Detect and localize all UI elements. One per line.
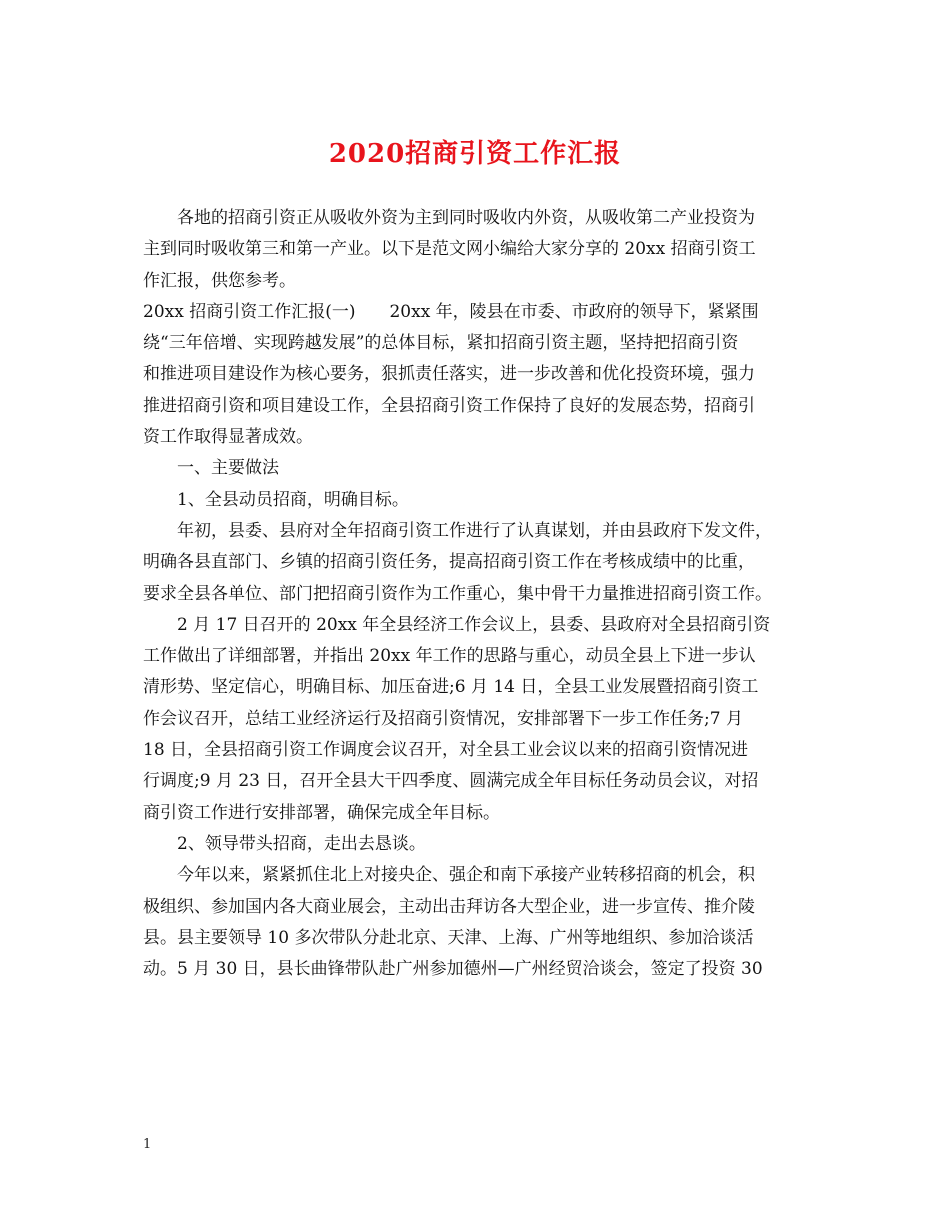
paragraph-line: 推进招商引资和项目建设工作，全县招商引资工作保持了良好的发展态势，招商引 [143,395,755,416]
paragraph-line: 绕“三年倍增、实现跨越发展”的总体目标，紧扣招商引资主题，坚持把招商引资 [143,333,739,354]
paragraph-line: 工作做出了详细部署，并指出 20xx 年工作的思路与重心，动员全县上下进一步认 [143,646,756,667]
paragraph-line: 动。5 月 30 日，县长曲锋带队赴广州参加德州—广州经贸洽谈会，签定了投资 30 [143,959,763,980]
subsection-heading: 2、领导带头招商，走出去恳谈。 [177,833,426,854]
paragraph-line: 年初，县委、县府对全年招商引资工作进行了认真谋划，并由县政府下发文件， [177,520,772,541]
document-title: 2020招商引资工作汇报 [328,139,622,169]
paragraph-line: 20xx 招商引资工作汇报(一) 20xx 年，陵县在市委、市政府的领导下，紧紧围 [143,301,759,322]
subsection-heading: 1、全县动员招商，明确目标。 [177,489,409,510]
paragraph-line: 县。县主要领导 10 多次带队分赴北京、天津、上海、广州等地组织、参加洽谈活 [143,927,754,948]
paragraph-line: 和推进项目建设作为核心要务，狠抓责任落实，进一步改善和优化投资环境，强力 [143,364,755,385]
paragraph-line: 要求全县各单位、部门把招商引资作为工作重心，集中骨干力量推进招商引资工作。 [143,583,772,604]
section-heading: 一、主要做法 [177,458,279,479]
paragraph-line: 资工作取得显著成效。 [143,427,313,448]
paragraph-line: 极组织、参加国内各大商业展会，主动出击拜访各大型企业，进一步宣传、推介陵 [143,896,755,917]
paragraph-line: 今年以来，紧紧抓住北上对接央企、强企和南下承接产业转移招商的机会，积 [177,865,755,886]
paragraph-line: 作会议召开，总结工业经济运行及招商引资情况，安排部署下一步工作任务;7 月 [143,708,743,729]
document-body [143,203,813,985]
paragraph-line: 明确各县直部门、乡镇的招商引资任务，提高招商引资工作在考核成绩中的比重， [143,552,755,573]
paragraph-line: 行调度;9 月 23 日，召开全县大干四季度、圆满完成全年目标任务动员会议，对招 [143,771,759,792]
paragraph-line: 作汇报，供您参考。 [143,270,296,291]
paragraph-line: 各地的招商引资正从吸收外资为主到同时吸收内外资，从吸收第二产业投资为 [177,208,755,228]
paragraph-line: 2 月 17 日召开的 20xx 年全县经济工作会议上，县委、县政府对全县招商引资 [177,614,771,635]
page-number: 1 [143,1137,152,1152]
paragraph-line: 18 日，全县招商引资工作调度会议召开，对全县工业会议以来的招商引资情况进 [143,740,749,761]
paragraph-line: 商引资工作进行安排部署，确保完成全年目标。 [143,802,500,823]
paragraph-line: 主到同时吸收第三和第一产业。以下是范文网小编给大家分享的 20xx 招商引资工 [143,239,756,260]
paragraph-line: 清形势、坚定信心，明确目标、加压奋进;6 月 14 日，全县工业发展暨招商引资工 [143,677,759,698]
